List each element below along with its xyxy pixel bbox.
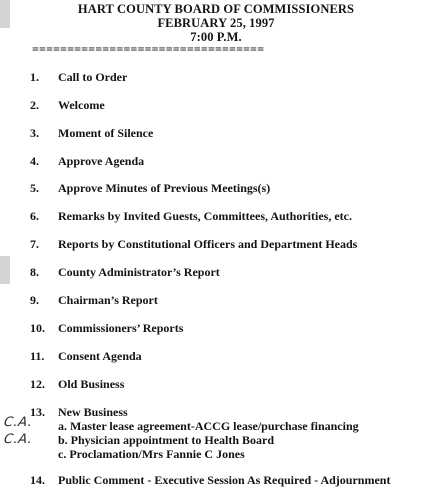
agenda-item-reports-officers	[30, 237, 357, 251]
agenda-item-label: Consent Agenda	[58, 349, 142, 363]
agenda-item-label: Call to Order	[58, 70, 128, 84]
agenda-item-label: Approve Minutes of Previous Meetings(s)	[58, 181, 271, 195]
agenda-item-label: Remarks by Invited Guests, Committees, Authorities, etc.	[58, 209, 352, 223]
agenda-item-label: Reports by Constitutional Officers and Department Heads	[58, 237, 358, 251]
agenda-item-remarks	[30, 209, 352, 223]
scan-margin-mark-middle	[0, 256, 10, 284]
agenda-item-number: 3.	[30, 126, 39, 140]
document-title: HART COUNTY BOARD OF COMMISSIONERS	[77, 2, 355, 16]
agenda-item-number: 10.	[30, 321, 45, 335]
agenda-item-approve-minutes	[30, 181, 270, 195]
agenda-item-welcome	[30, 98, 105, 112]
agenda-item-number: 9.	[30, 293, 39, 307]
agenda-item-label: Moment of Silence	[58, 126, 154, 140]
agenda-item-administrator-report	[30, 265, 220, 279]
agenda-item-label: Chairman’s Report	[58, 293, 158, 307]
agenda-item-moment-of-silence	[30, 126, 153, 140]
agenda-item-label: Public Comment - Executive Session As Required - Adjournment	[58, 473, 391, 487]
agenda-item-label: Welcome	[58, 98, 105, 112]
agenda-item-number: 8.	[30, 265, 39, 279]
new-business-subitem-c: c. Proclamation/Mrs Fannie C Jones	[58, 447, 245, 461]
agenda-item-call-to-order	[30, 70, 127, 84]
agenda-item-label: County Administrator’s Report	[58, 265, 220, 279]
agenda-item-label: New Business	[58, 405, 128, 419]
agenda-item-number: 1.	[30, 70, 39, 84]
agenda-item-label: Approve Agenda	[58, 154, 145, 168]
agenda-item-consent-agenda	[30, 349, 142, 363]
agenda-item-new-business	[30, 405, 128, 419]
agenda-item-number: 5.	[30, 181, 39, 195]
agenda-item-number: 6.	[30, 209, 39, 223]
agenda-item-number: 7.	[30, 237, 39, 251]
agenda-item-number: 13.	[30, 405, 45, 419]
agenda-item-chairman-report	[30, 293, 158, 307]
agenda-item-old-business	[30, 377, 124, 391]
new-business-subitem-a: a. Master lease agreement-ACCG lease/purchase financing	[58, 419, 359, 433]
meeting-date: FEBRUARY 25, 1997	[157, 16, 275, 30]
agenda-item-number: 2.	[30, 98, 39, 112]
meeting-time: 7:00 P.M.	[190, 30, 242, 44]
agenda-item-public-comment	[30, 473, 390, 487]
agenda-item-number: 4.	[30, 154, 39, 168]
agenda-item-number: 11.	[30, 349, 45, 363]
agenda-item-number: 12.	[30, 377, 45, 391]
agenda-item-approve-agenda	[30, 154, 144, 168]
agenda-item-commissioners-reports	[30, 321, 183, 335]
new-business-subitem-b: b. Physician appointment to Health Board	[58, 433, 275, 447]
handwritten-note-ca: C.A.	[2, 432, 34, 447]
agenda-item-label: Commissioners’ Reports	[58, 321, 184, 335]
agenda-item-number: 14.	[30, 473, 45, 487]
agenda-item-label: Old Business	[58, 377, 125, 391]
handwritten-note-ca: C.A.	[2, 415, 34, 430]
header-divider: =================================	[32, 42, 265, 56]
